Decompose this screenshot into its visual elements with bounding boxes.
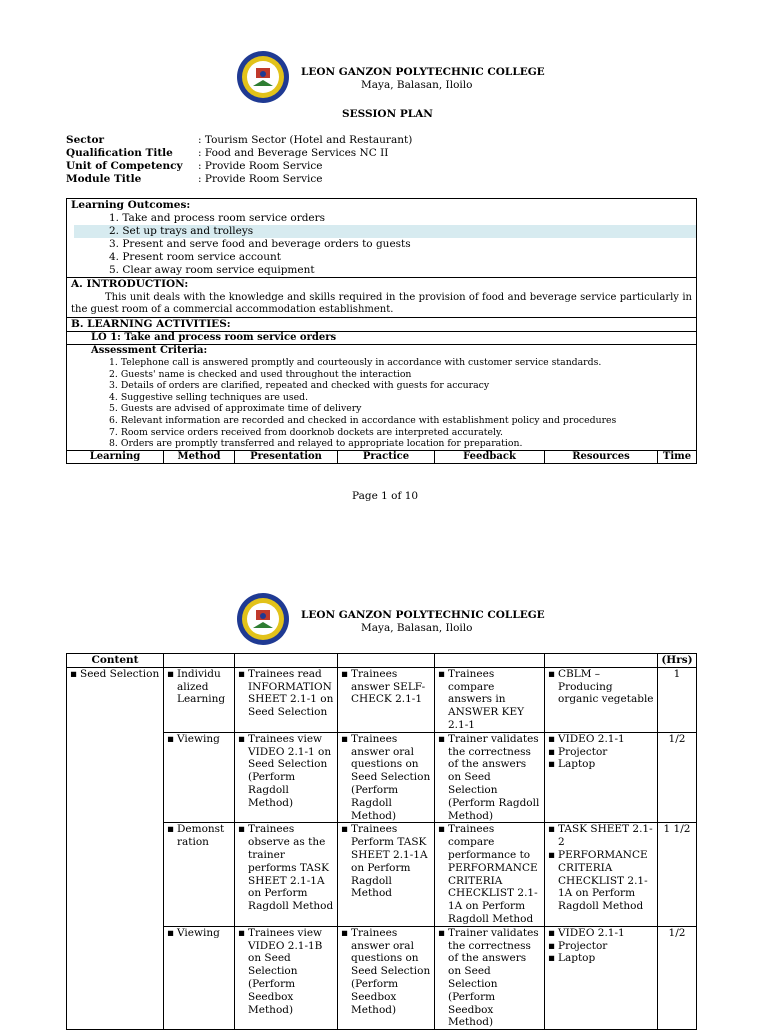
method-cell: ▪ Viewing [164, 732, 235, 823]
col-resources: Resources [545, 451, 658, 463]
resources-cell: ▪ CBLM – Producing organic vegetable [545, 667, 658, 732]
feedback-text: Trainer validates the correctness of the answers on Seed Selection (Perform Seedbox Method) [448, 926, 539, 1029]
column-headers [67, 451, 696, 463]
table-header-row [67, 654, 697, 668]
info-key: Unit of Competency [66, 160, 183, 172]
col-learning: Learning [67, 451, 164, 463]
learning-outcome-item: 3. Present and serve food and beverage orders to guests [109, 238, 411, 250]
assessment-item: 7. Room service orders received from doorknob dockets are interpreted accurately. [109, 426, 503, 438]
learning-outcomes-label: Learning Outcomes: [71, 199, 191, 211]
session-plan-table [66, 653, 697, 1030]
feedback-cell: ▪ Trainees compare answers in ANSWER KEY 2.1-1 [435, 667, 545, 732]
practice-cell: ▪ Trainees answer oral questions on Seed Selection (Perform Ragdoll Method) [338, 732, 435, 823]
info-value: : Provide Room Service [198, 160, 323, 172]
assessment-item: 2. Guests' name is checked and used throughout the interaction [109, 368, 412, 380]
resource-item: TASK SHEET 2.1-2 [558, 823, 653, 849]
lo1-heading: LO 1: Take and process room service orders [91, 332, 337, 343]
college-name: LEON GANZON POLYTECHNIC COLLEGE [301, 609, 545, 621]
resource-item: VIDEO 2.1-1 [558, 732, 625, 745]
col-practice: Practice [338, 451, 435, 463]
assessment-item: 3. Details of orders are clarified, repeated and checked with guests for accuracy [109, 380, 490, 392]
practice-text: Trainees Perform TASK SHEET 2.1-1A on Perform Ragdoll Method [351, 823, 428, 900]
feedback-cell: ▪ Trainer validates the correctness of the answers on Seed Selection (Perform Seedbox Method) [435, 926, 545, 1029]
assessment-item: 4. Suggestive selling techniques are used. [109, 391, 309, 403]
resources-cell: ▪ TASK SHEET 2.1-2 ▪ PERFORMANCE CRITERIA CHECKLIST 2.1-1A on Perform Ragdoll Method [545, 823, 658, 926]
college-name: LEON GANZON POLYTECHNIC COLLEGE [301, 66, 545, 78]
college-address: Maya, Balasan, Iloilo [361, 79, 473, 91]
info-key: Module Title [66, 173, 142, 185]
content-cell: ▪ Seed Selection [67, 667, 164, 1029]
col-time: Time [662, 450, 692, 462]
plan-info [66, 134, 412, 186]
assessment-item: 8. Orders are promptly transferred and relayed to appropriate location for preparation. [109, 438, 523, 450]
method-text: Viewing [177, 732, 220, 745]
learning-outcome-item: 1. Take and process room service orders [109, 212, 326, 224]
page-gap [0, 540, 768, 580]
col-method: Method [164, 451, 235, 463]
info-value: : Tourism Sector (Hotel and Restaurant) [198, 134, 413, 146]
header-blank [435, 654, 545, 668]
presentation-cell: ▪ Trainees read INFORMATION SHEET 2.1-1 on Seed Selection [235, 667, 338, 732]
resource-item: Projector [558, 939, 608, 952]
assessment-item: 6. Relevant information are recorded and checked in accordance with establishment policy and procedures [109, 414, 617, 426]
introduction-heading: A. INTRODUCTION: [71, 278, 189, 290]
presentation-cell: ▪ Trainees view VIDEO 2.1-1B on Seed Selection (Perform Seedbox Method) [235, 926, 338, 1029]
practice-cell: ▪ Trainees answer SELF-CHECK 2.1-1 [338, 667, 435, 732]
learning-activities-heading: B. LEARNING ACTIVITIES: [71, 318, 231, 330]
learning-outcome-item-highlighted: 2. Set up trays and trolleys [74, 225, 696, 238]
resource-item: Projector [558, 745, 608, 758]
feedback-cell: ▪ Trainees compare performance to PERFORMANCE CRITERIA CHECKLIST 2.1-1A on Perform Ragdoll Method [435, 823, 545, 926]
practice-text: Trainees answer oral questions on Seed Selection (Perform Ragdoll Method) [351, 732, 431, 822]
time-cell: 1 1/2 [658, 823, 697, 926]
practice-text: Trainees answer SELF-CHECK 2.1-1 [351, 667, 426, 706]
assessment-item: 5. Guests are advised of approximate time of delivery [109, 403, 362, 415]
page-2 [0, 580, 768, 1029]
session-plan-title: SESSION PLAN [342, 108, 433, 120]
time-cell: 1/2 [658, 926, 697, 1029]
info-key: Qualification Title [66, 147, 173, 159]
resource-item: PERFORMANCE CRITERIA CHECKLIST 2.1-1A on Perform Ragdoll Method [558, 848, 648, 913]
time-cell: 1/2 [658, 732, 697, 823]
feedback-cell: ▪ Trainer validates the correctness of the answers on Seed Selection (Perform Ragdoll Method) [435, 732, 545, 823]
method-cell: ▪ Viewing [164, 926, 235, 1029]
method-text: Demonst ration [177, 823, 225, 849]
table-row [67, 667, 697, 732]
info-value: : Food and Beverage Services NC II [198, 147, 389, 159]
header-blank [338, 654, 435, 668]
header-content: Content [67, 654, 164, 668]
method-cell: ▪ Demonst ration [164, 823, 235, 926]
method-cell: ▪ Individu alized Learning [164, 667, 235, 732]
learning-outcome-item: 4. Present room service account [109, 251, 281, 263]
resource-item: VIDEO 2.1-1 [558, 926, 625, 939]
header-blank [545, 654, 658, 668]
page-number: Page 1 of 10 [352, 490, 419, 502]
header-hrs: (Hrs) [658, 654, 697, 668]
info-key: Sector [66, 134, 105, 146]
content-text: Seed Selection [80, 667, 160, 680]
session-plan-box [66, 198, 697, 464]
header-blank [164, 654, 235, 668]
presentation-cell: ▪ Trainees view VIDEO 2.1-1 on Seed Selection (Perform Ragdoll Method) [235, 732, 338, 823]
practice-cell: ▪ Trainees Perform TASK SHEET 2.1-1A on Perform Ragdoll Method [338, 823, 435, 926]
introduction-text: This unit deals with the knowledge and skills required in the provision of food and beverage service particularly in the guest room of a commercial accommodation establishment. [71, 292, 692, 315]
lo1-row [67, 332, 696, 345]
presentation-text: Trainees observe as the trainer performs TASK SHEET 2.1-1A on Perform Ragdoll Method [248, 823, 334, 913]
learning-outcome-item: 5. Clear away room service equipment [109, 264, 315, 276]
resource-item: Laptop [558, 758, 596, 771]
resources-cell: ▪ VIDEO 2.1-1 ▪ Projector ▪ Laptop [545, 926, 658, 1029]
feedback-text: Trainer validates the correctness of the answers on Seed Selection (Perform Ragdoll Method) [448, 732, 540, 822]
college-address: Maya, Balasan, Iloilo [361, 622, 473, 634]
info-value: : Provide Room Service [198, 173, 323, 185]
feedback-text: Trainees compare performance to PERFORMANCE CRITERIA CHECKLIST 2.1-1A on Perform Ragdoll Method [448, 823, 538, 925]
col-feedback: Feedback [435, 451, 545, 463]
col-presentation: Presentation [235, 451, 338, 463]
college-seal-logo [236, 592, 290, 646]
feedback-text: Trainees compare answers in ANSWER KEY 2.1-1 [448, 667, 525, 731]
resources-cell: ▪ VIDEO 2.1-1 ▪ Projector ▪ Laptop [545, 732, 658, 823]
assessment-item: 1. Telephone call is answered promptly and courteously in accordance with customer service standards. [109, 357, 602, 368]
college-seal-logo [236, 50, 290, 104]
learning-outcomes-section [67, 199, 696, 278]
presentation-text: Trainees read INFORMATION SHEET 2.1-1 on Seed Selection [248, 667, 334, 719]
presentation-text: Trainees view VIDEO 2.1-1 on Seed Selection (Perform Ragdoll Method) [248, 732, 332, 809]
time-cell: 1 [658, 667, 697, 732]
practice-text: Trainees answer oral questions on Seed Selection (Perform Seedbox Method) [351, 926, 431, 1016]
header-blank [235, 654, 338, 668]
practice-cell: ▪ Trainees answer oral questions on Seed Selection (Perform Seedbox Method) [338, 926, 435, 1029]
presentation-cell: ▪ Trainees observe as the trainer performs TASK SHEET 2.1-1A on Perform Ragdoll Method [235, 823, 338, 926]
learning-activities-heading-row [67, 318, 696, 332]
resource-item: CBLM – Producing organic vegetable [558, 667, 654, 706]
assessment-section [67, 345, 696, 451]
resource-item: Laptop [558, 952, 596, 965]
assessment-criteria-label: Assessment Criteria: [91, 345, 208, 356]
method-text: Viewing [177, 926, 220, 939]
method-text: Individu alized Learning [177, 667, 226, 706]
presentation-text: Trainees view VIDEO 2.1-1B on Seed Selection (Perform Seedbox Method) [248, 926, 323, 1016]
introduction-section [67, 278, 696, 318]
